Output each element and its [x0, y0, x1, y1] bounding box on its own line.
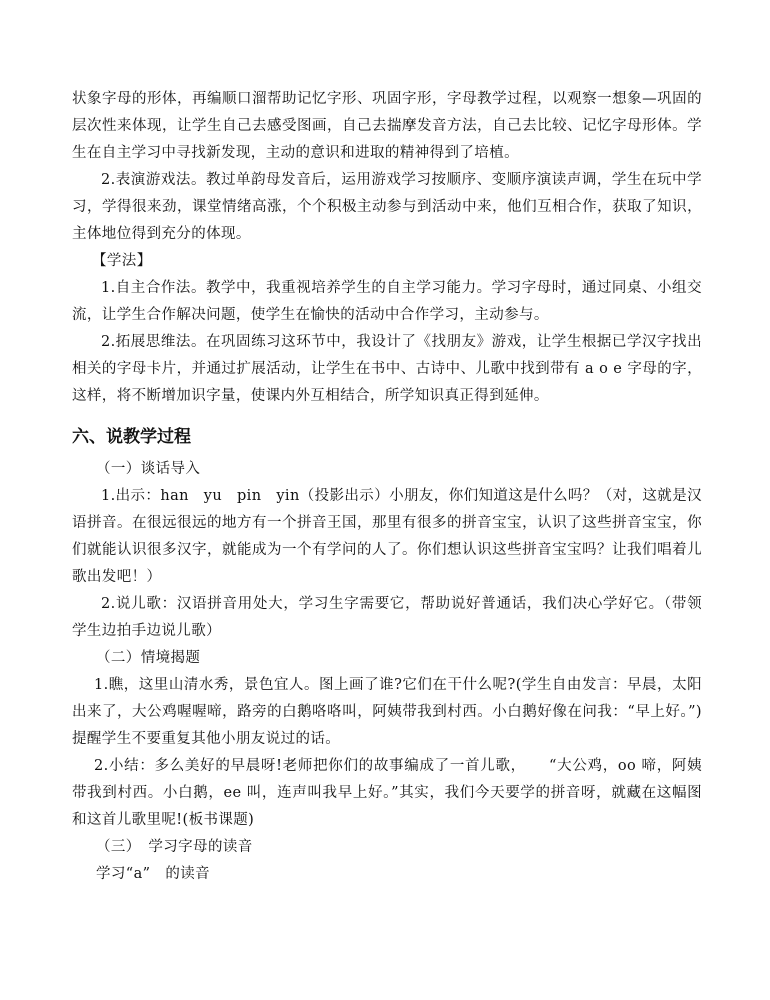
paragraph-s1-2: 2.说儿歌：汉语拼音用处大，学习生字需要它，帮助说好普通话，我们决心学好它。（带领学生边拍手边说儿歌）	[72, 596, 702, 639]
subheading-3-a: 学习“a” 的读音	[96, 866, 211, 882]
paragraph-method-2: 2.表演游戏法。教过单韵母发音后，运用游戏学习按顺序、变顺序演读声调，学生在玩中学习，学得很来劲，课堂情绪高涨，个个积极主动参与到活动中来，他们互相合作，获取了知识，主体地位得到充分的体现。	[72, 172, 702, 242]
paragraph-intro: 状象字母的形体，再编顺口溜帮助记忆字形、巩固字形，字母教学过程，以观察一想象—巩固的层次性来体现，让学生自己去感受图画，自己去揣摩发音方法，自己去比较、记忆字母形体。学生在自主学习中寻找新发现，主动的意识和进取的精神得到了培植。	[72, 91, 702, 161]
paragraph-s1-1: 1.出示：han yu pin yin（投影出示）小朋友，你们知道这是什么吗？（对，这就是汉语拼音。在很远很远的地方有一个拼音王国，那里有很多的拼音宝宝，认识了这些拼音宝宝，你们就能认识很多汉字，就能成为一个有学问的人了。你们想认识这些拼音宝宝吗？让我们唱着儿歌出发吧！）	[72, 488, 703, 585]
paragraph-s2-2: 2.小结：多么美好的早晨呀!老师把你们的故事编成了一首儿歌， “大公鸡，oo 啼，阿姨带我到村西。小白鹅，ee 叫，连声叫我早上好。”其实，我们今天要学的拼音呀，就藏在这幅图和这首儿歌里呢!(板书课题)	[72, 758, 702, 828]
paragraph-s2-1: 1.瞧，这里山清水秀，景色宜人。图上画了谁?它们在干什么呢?(学生自由发言：早晨，太阳出来了，大公鸡喔喔啼，路旁的白鹅咯咯叫，阿姨带我到村西。小白鹅好像在问我：“早上好。”)提醒学生不要重复其他小朋友说过的话。	[72, 677, 702, 747]
paragraph-xuefa-2: 2.拓展思维法。在巩固练习这环节中，我设计了《找朋友》游戏，让学生根据已学汉字找出相关的字母卡片，并通过扩展活动，让学生在书中、古诗中、儿歌中找到带有 a o e 字母的字，这样，将不断增加识字量，使课内外互相结合，所学知识真正得到延伸。	[72, 334, 702, 404]
paragraph-xuefa-1: 1.自主合作法。教学中，我重视培养学生的自主学习能力。学习字母时，通过同桌、小组交流，让学生合作解决问题，使学生在愉快的活动中合作学习，主动参与。	[72, 280, 702, 323]
subheading-1: （一）谈话导入	[96, 461, 201, 477]
subheading-2: （二）情境揭题	[96, 650, 201, 666]
subheading-3: （三） 学习字母的读音	[96, 839, 253, 855]
section-heading: 六、说教学过程	[72, 427, 191, 447]
xuefa-label: 【学法】	[92, 253, 152, 269]
